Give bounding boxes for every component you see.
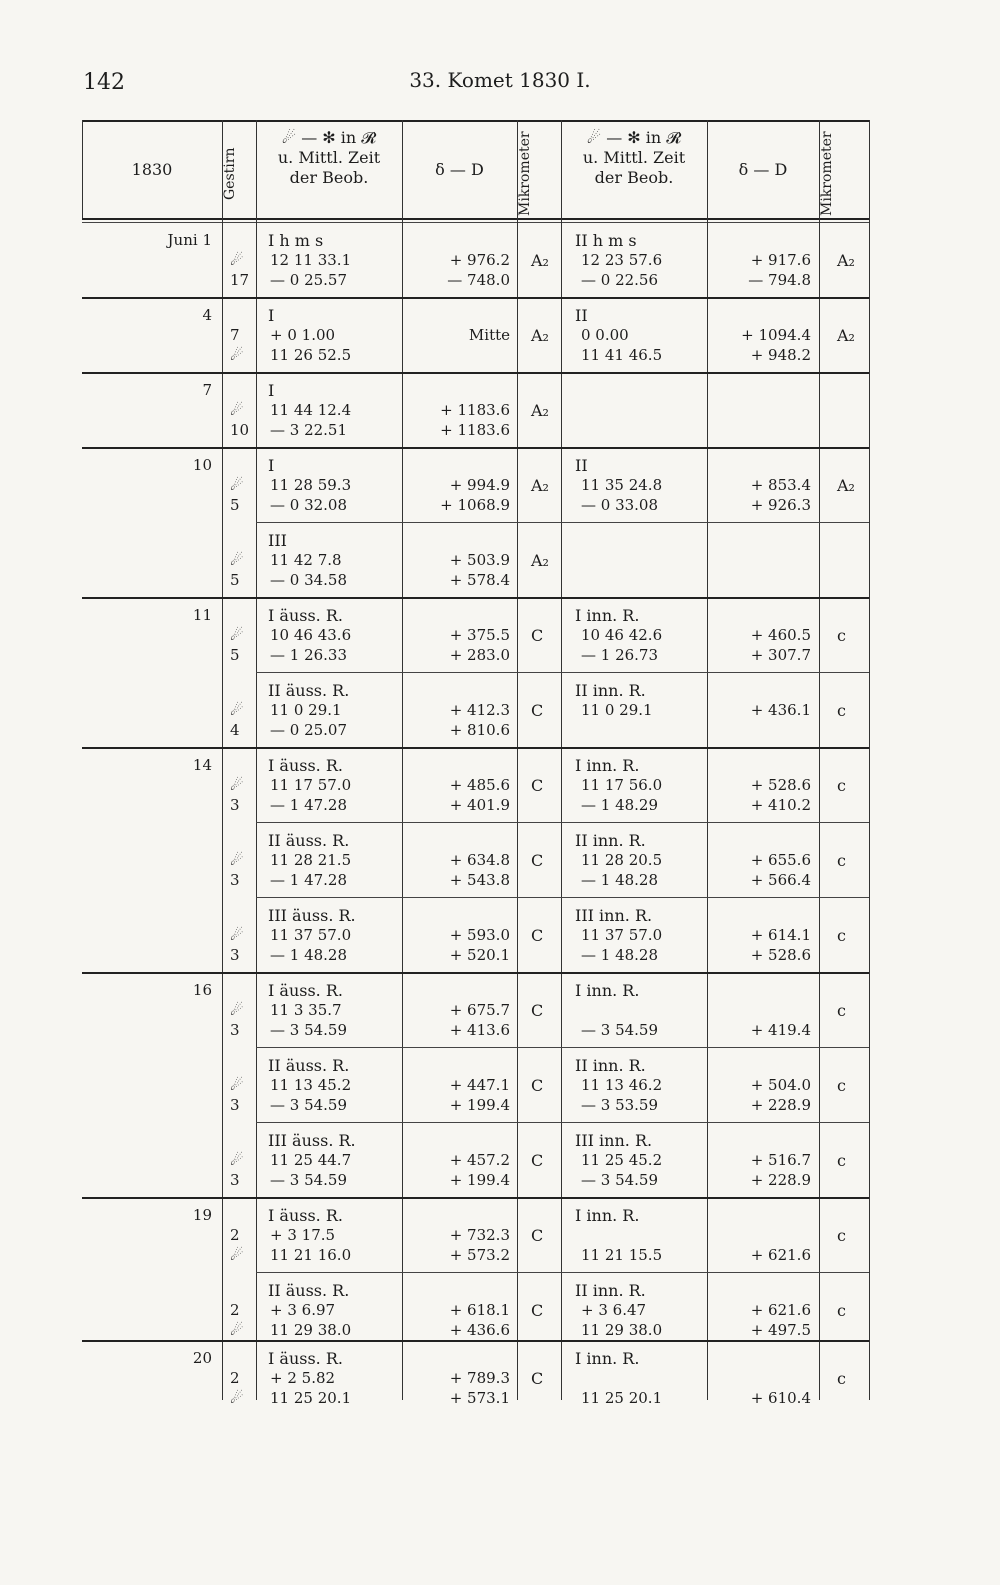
row-right-time-2: — 1 26.73	[581, 646, 659, 664]
row-left-time-2: — 1 47.28	[270, 871, 348, 889]
row-gestirn-2: 3	[230, 1021, 240, 1039]
row-right-label: I inn. R.	[575, 1206, 640, 1225]
row-left-dec-2: + 1068.9	[440, 496, 510, 514]
row-left-dec-1: Mitte	[468, 326, 510, 344]
row-right-mikrometer: c	[837, 1301, 846, 1320]
row-right-dec-2: + 228.9	[750, 1171, 811, 1189]
row-left-time-1: 11 17 57.0	[270, 776, 352, 794]
row-gestirn-1: ☄	[230, 926, 244, 944]
row-left-label: I äuss. R.	[268, 1206, 343, 1225]
row-left-dec-1: + 1183.6	[440, 401, 510, 419]
row-left-time-1: + 2 5.82	[270, 1369, 336, 1387]
row-right-time-2: 11 25 20.1	[581, 1389, 663, 1407]
row-right-dec-2: + 410.2	[750, 796, 811, 814]
row-left-label: I h m s	[268, 231, 324, 250]
row-left-time-2: 11 26 52.5	[270, 346, 352, 364]
row-left-mikrometer: C	[531, 1301, 544, 1320]
column-divider	[707, 120, 708, 1400]
column-divider	[82, 120, 83, 218]
row-left-mikrometer: C	[531, 926, 544, 945]
row-left-mikrometer: C	[531, 1369, 544, 1388]
column-divider	[869, 120, 870, 1400]
row-separator	[256, 822, 869, 823]
row-left-dec-2: + 436.6	[449, 1321, 510, 1339]
row-right-dec-1: + 917.6	[750, 251, 811, 269]
row-left-time-2: — 0 25.57	[270, 271, 348, 289]
row-left-dec-2: + 520.1	[449, 946, 510, 964]
row-left-dec-2: + 573.1	[449, 1389, 510, 1407]
row-left-dec-1: + 976.2	[449, 251, 510, 269]
row-left-label: III äuss. R.	[268, 906, 356, 925]
row-left-dec-1: + 485.6	[449, 776, 510, 794]
row-left-dec-1: + 675.7	[449, 1001, 510, 1019]
row-gestirn-1: ☄	[230, 551, 244, 569]
row-left-time-2: 11 25 20.1	[270, 1389, 352, 1407]
row-left-label: I	[268, 456, 275, 475]
row-left-dec-1: + 593.0	[449, 926, 510, 944]
row-left-dec-2: + 573.2	[449, 1246, 510, 1264]
row-left-label: II äuss. R.	[268, 1281, 350, 1300]
row-right-dec-2: + 948.2	[750, 346, 811, 364]
row-date: 20	[192, 1349, 212, 1367]
row-right-time-1: + 3 6.47	[581, 1301, 647, 1319]
row-left-label: I äuss. R.	[268, 606, 343, 625]
row-right-mikrometer: c	[837, 1076, 846, 1095]
row-left-time-2: — 1 47.28	[270, 796, 348, 814]
row-right-time-1: 11 0 29.1	[581, 701, 653, 719]
column-divider	[517, 120, 518, 1400]
column-divider	[256, 120, 257, 1400]
row-left-time-2: — 3 54.59	[270, 1171, 348, 1189]
row-gestirn-1: 7	[230, 326, 240, 344]
row-separator	[256, 672, 869, 673]
row-left-dec-1: + 732.3	[449, 1226, 510, 1244]
row-right-mikrometer: c	[837, 701, 846, 720]
row-left-time-1: 11 28 59.3	[270, 476, 352, 494]
row-right-time-2: — 1 48.29	[581, 796, 659, 814]
row-gestirn-2: 10	[230, 421, 250, 439]
row-gestirn-1: ☄	[230, 1001, 244, 1019]
header-dec-diff-left: δ — D	[435, 160, 484, 179]
row-gestirn-2: ☄	[230, 1246, 244, 1264]
row-right-mikrometer: c	[837, 926, 846, 945]
row-right-time-2: 11 29 38.0	[581, 1321, 663, 1339]
row-right-time-2: — 3 54.59	[581, 1171, 659, 1189]
page-number: 142	[83, 70, 125, 95]
column-divider	[402, 120, 403, 1400]
row-right-mikrometer: c	[837, 776, 846, 795]
row-gestirn-2: 5	[230, 496, 240, 514]
row-right-mikrometer: c	[837, 626, 846, 645]
row-gestirn-2: 4	[230, 721, 240, 739]
row-right-dec-1: + 1094.4	[741, 326, 811, 344]
row-right-dec-2: + 566.4	[750, 871, 811, 889]
row-right-mikrometer: c	[837, 851, 846, 870]
row-right-dec-2: + 419.4	[750, 1021, 811, 1039]
row-left-time-2: — 0 34.58	[270, 571, 348, 589]
row-right-label: III inn. R.	[575, 1131, 653, 1150]
column-divider	[561, 120, 562, 1400]
row-left-mikrometer: C	[531, 701, 544, 720]
row-right-time-2: — 1 48.28	[581, 871, 659, 889]
row-gestirn-1: 2	[230, 1301, 240, 1319]
row-left-mikrometer: C	[531, 776, 544, 795]
row-left-mikrometer: A₂	[531, 476, 549, 495]
row-gestirn-2: 3	[230, 1096, 240, 1114]
header-mikrometer-right: Mikrometer	[819, 131, 835, 217]
row-date: 7	[202, 381, 212, 399]
row-right-dec-1: + 516.7	[750, 1151, 811, 1169]
row-gestirn-1: ☄	[230, 1076, 244, 1094]
row-right-time-1: 11 17 56.0	[581, 776, 663, 794]
row-right-dec-1: + 436.1	[750, 701, 811, 719]
row-right-label: I inn. R.	[575, 606, 640, 625]
date-group-separator	[82, 447, 869, 449]
header-mikrometer-left: Mikrometer	[517, 131, 533, 217]
row-right-time-2: — 0 33.08	[581, 496, 659, 514]
row-left-time-1: 11 0 29.1	[270, 701, 342, 719]
row-left-label: I	[268, 306, 275, 325]
row-left-time-2: 11 21 16.0	[270, 1246, 352, 1264]
date-group-separator	[82, 747, 869, 749]
row-gestirn-1: ☄	[230, 626, 244, 644]
row-left-mikrometer: C	[531, 626, 544, 645]
row-left-mikrometer: A₂	[531, 401, 549, 420]
row-right-dec-2: + 307.7	[750, 646, 811, 664]
row-date: 14	[192, 756, 212, 774]
row-right-dec-2: + 228.9	[750, 1096, 811, 1114]
row-gestirn-2: 3	[230, 1171, 240, 1189]
row-right-dec-1: + 621.6	[750, 1301, 811, 1319]
row-left-time-1: 12 11 33.1	[270, 251, 352, 269]
row-left-mikrometer: A₂	[531, 326, 549, 345]
row-separator	[256, 1122, 869, 1123]
row-left-time-2: — 3 54.59	[270, 1021, 348, 1039]
row-gestirn-1: ☄	[230, 1151, 244, 1169]
row-left-dec-2: — 748.0	[447, 271, 510, 289]
header-year: 1830	[131, 160, 173, 179]
row-left-time-2: — 1 48.28	[270, 946, 348, 964]
row-gestirn-1: ☄	[230, 251, 244, 269]
row-separator	[256, 1272, 869, 1273]
row-right-time-1: 11 13 46.2	[581, 1076, 663, 1094]
row-right-mikrometer: A₂	[837, 476, 855, 495]
row-right-time-2: — 1 48.28	[581, 946, 659, 964]
row-gestirn-1: ☄	[230, 401, 244, 419]
row-gestirn-2: 5	[230, 646, 240, 664]
header-ra-diff-left: ☄ — ✻ in 𝓡 u. Mittl. Zeit der Beob.	[277, 128, 381, 187]
row-left-dec-2: + 199.4	[449, 1096, 510, 1114]
row-left-mikrometer: C	[531, 1226, 544, 1245]
row-right-label: II	[575, 456, 588, 475]
row-left-mikrometer: C	[531, 1076, 544, 1095]
row-right-label: II inn. R.	[575, 1281, 646, 1300]
row-gestirn-1: 2	[230, 1369, 240, 1387]
row-right-label: II inn. R.	[575, 831, 646, 850]
row-left-time-1: 11 25 44.7	[270, 1151, 352, 1169]
observation-table	[82, 120, 870, 1410]
row-left-label: III äuss. R.	[268, 1131, 356, 1150]
row-left-mikrometer: A₂	[531, 551, 549, 570]
row-right-dec-2: + 621.6	[750, 1246, 811, 1264]
row-left-time-1: + 3 17.5	[270, 1226, 336, 1244]
row-right-dec-1: + 853.4	[750, 476, 811, 494]
row-left-time-1: 11 42 7.8	[270, 551, 342, 569]
row-gestirn-1: ☄	[230, 851, 244, 869]
row-left-label: I äuss. R.	[268, 756, 343, 775]
row-gestirn-1: ☄	[230, 776, 244, 794]
row-right-time-1: 11 37 57.0	[581, 926, 663, 944]
row-left-mikrometer: C	[531, 1001, 544, 1020]
row-left-time-2: — 3 54.59	[270, 1096, 348, 1114]
row-right-dec-2: + 497.5	[750, 1321, 811, 1339]
date-group-separator	[82, 1340, 869, 1342]
column-divider	[819, 120, 820, 1400]
row-left-label: I	[268, 381, 275, 400]
row-date: 4	[202, 306, 212, 324]
row-left-dec-1: + 789.3	[449, 1369, 510, 1387]
row-gestirn-1: 2	[230, 1226, 240, 1244]
row-separator	[256, 1047, 869, 1048]
row-right-label: II inn. R.	[575, 681, 646, 700]
row-left-dec-1: + 618.1	[449, 1301, 510, 1319]
row-separator	[256, 522, 869, 523]
row-right-label: III inn. R.	[575, 906, 653, 925]
row-date: 19	[192, 1206, 212, 1224]
row-left-dec-2: + 283.0	[449, 646, 510, 664]
row-left-label: III	[268, 531, 287, 550]
row-left-dec-2: + 810.6	[449, 721, 510, 739]
row-right-label: I inn. R.	[575, 756, 640, 775]
row-right-time-1: 10 46 42.6	[581, 626, 663, 644]
row-right-mikrometer: A₂	[837, 326, 855, 345]
row-right-dec-1: + 528.6	[750, 776, 811, 794]
row-right-time-2: — 3 53.59	[581, 1096, 659, 1114]
row-date: 11	[192, 606, 212, 624]
row-left-label: II äuss. R.	[268, 681, 350, 700]
row-separator	[256, 897, 869, 898]
row-right-dec-2: — 794.8	[748, 271, 811, 289]
row-left-time-1: + 0 1.00	[270, 326, 336, 344]
row-left-dec-2: + 199.4	[449, 1171, 510, 1189]
row-right-dec-1: + 655.6	[750, 851, 811, 869]
row-left-label: II äuss. R.	[268, 831, 350, 850]
row-right-time-1: 12 23 57.6	[581, 251, 663, 269]
row-right-label: II inn. R.	[575, 1056, 646, 1075]
row-left-dec-1: + 412.3	[449, 701, 510, 719]
row-gestirn-1: ☄	[230, 476, 244, 494]
row-right-dec-2: + 610.4	[750, 1389, 811, 1407]
row-gestirn-2: ☄	[230, 1389, 244, 1407]
row-right-mikrometer: A₂	[837, 251, 855, 270]
header-separator	[82, 218, 869, 220]
row-left-mikrometer: C	[531, 1151, 544, 1170]
row-gestirn-2: 5	[230, 571, 240, 589]
row-right-dec-1: + 504.0	[750, 1076, 811, 1094]
row-left-dec-1: + 457.2	[449, 1151, 510, 1169]
page-title: 33. Komet 1830 I.	[409, 68, 591, 92]
row-right-time-2: — 0 22.56	[581, 271, 659, 289]
date-group-separator	[82, 597, 869, 599]
row-gestirn-2: 3	[230, 796, 240, 814]
row-right-time-2: — 3 54.59	[581, 1021, 659, 1039]
row-gestirn-2: 3	[230, 871, 240, 889]
row-left-time-1: 11 13 45.2	[270, 1076, 352, 1094]
row-right-label: I inn. R.	[575, 981, 640, 1000]
column-divider	[222, 120, 223, 1400]
row-right-dec-2: + 528.6	[750, 946, 811, 964]
row-right-time-2: 11 21 15.5	[581, 1246, 663, 1264]
date-group-separator	[82, 1197, 869, 1199]
row-left-time-1: 11 37 57.0	[270, 926, 352, 944]
table-top-border	[82, 120, 869, 122]
header-dec-diff-right: δ — D	[738, 160, 788, 179]
row-right-time-1: 11 35 24.8	[581, 476, 663, 494]
row-left-time-1: 10 46 43.6	[270, 626, 352, 644]
row-left-time-2: — 0 32.08	[270, 496, 348, 514]
row-date: Juni 1	[167, 231, 212, 249]
row-left-time-2: 11 29 38.0	[270, 1321, 352, 1339]
header-gestirn: Gestirn	[222, 147, 238, 201]
row-right-mikrometer: c	[837, 1369, 846, 1388]
row-left-dec-2: + 578.4	[449, 571, 510, 589]
row-left-label: II äuss. R.	[268, 1056, 350, 1075]
row-left-dec-1: + 634.8	[449, 851, 510, 869]
row-right-label: I inn. R.	[575, 1349, 640, 1368]
row-left-time-2: — 0 25.07	[270, 721, 348, 739]
row-right-mikrometer: c	[837, 1001, 846, 1020]
row-gestirn-2: 17	[230, 271, 250, 289]
row-left-label: I äuss. R.	[268, 981, 343, 1000]
row-right-time-1: 11 28 20.5	[581, 851, 663, 869]
row-date: 10	[192, 456, 212, 474]
date-group-separator	[82, 297, 869, 299]
row-left-dec-2: + 413.6	[449, 1021, 510, 1039]
row-left-time-2: — 3 22.51	[270, 421, 348, 439]
row-right-label: II h m s	[575, 231, 637, 250]
row-right-time-1: 0 0.00	[581, 326, 629, 344]
row-left-time-2: — 1 26.33	[270, 646, 348, 664]
row-left-mikrometer: C	[531, 851, 544, 870]
date-group-separator	[82, 372, 869, 374]
row-gestirn-2: ☄	[230, 1321, 244, 1339]
row-right-label: II	[575, 306, 588, 325]
row-right-dec-1: + 460.5	[750, 626, 811, 644]
date-group-separator	[82, 972, 869, 974]
row-left-time-1: + 3 6.97	[270, 1301, 336, 1319]
row-gestirn-2: 3	[230, 946, 240, 964]
row-left-dec-2: + 1183.6	[440, 421, 510, 439]
row-left-label: I äuss. R.	[268, 1349, 343, 1368]
row-left-dec-2: + 401.9	[449, 796, 510, 814]
row-left-dec-1: + 994.9	[449, 476, 510, 494]
row-right-mikrometer: c	[837, 1226, 846, 1245]
row-right-time-1: 11 25 45.2	[581, 1151, 663, 1169]
row-left-dec-2: + 543.8	[449, 871, 510, 889]
row-left-time-1: 11 44 12.4	[270, 401, 352, 419]
row-date: 16	[192, 981, 212, 999]
row-right-dec-1: + 614.1	[750, 926, 811, 944]
row-gestirn-2: ☄	[230, 346, 244, 364]
row-left-time-1: 11 3 35.7	[270, 1001, 342, 1019]
row-left-time-1: 11 28 21.5	[270, 851, 352, 869]
row-gestirn-1: ☄	[230, 701, 244, 719]
row-left-mikrometer: A₂	[531, 251, 549, 270]
row-right-time-2: 11 41 46.5	[581, 346, 663, 364]
row-left-dec-1: + 375.5	[449, 626, 510, 644]
row-left-dec-1: + 503.9	[449, 551, 510, 569]
row-left-dec-1: + 447.1	[449, 1076, 510, 1094]
row-right-mikrometer: c	[837, 1151, 846, 1170]
header-ra-diff-right: ☄ — ✻ in 𝓡 u. Mittl. Zeit der Beob.	[582, 128, 686, 187]
header-separator-thin	[82, 222, 869, 223]
row-right-dec-2: + 926.3	[750, 496, 811, 514]
